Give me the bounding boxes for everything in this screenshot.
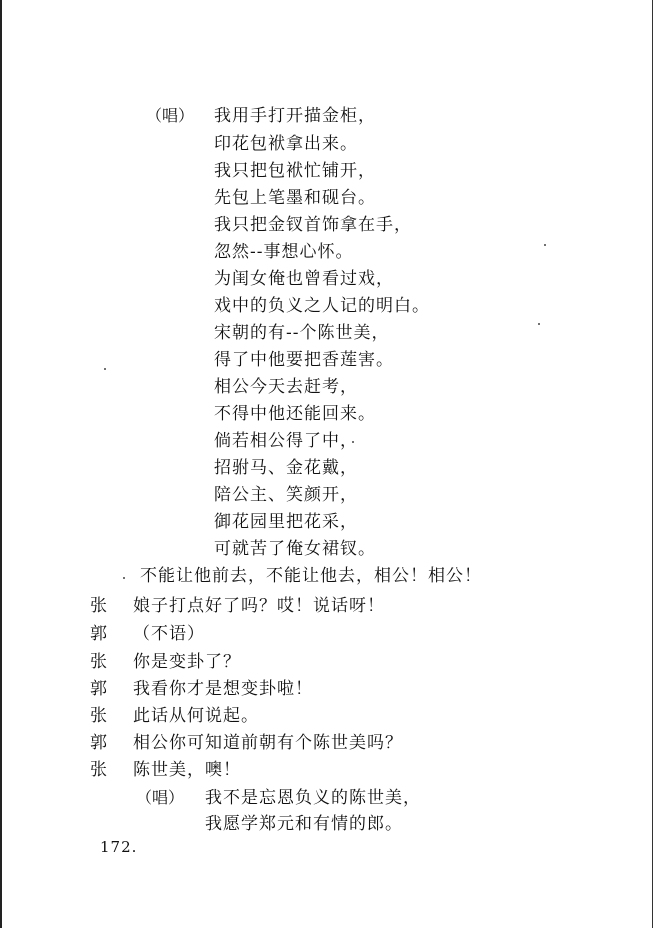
dialogue-text: 你是变卦了？ [133, 652, 241, 672]
lyric-line: 不得中他还能回来。 [214, 404, 376, 424]
speaker-name: 郭 [90, 679, 107, 699]
lyric-line: 我用手打开描金柜， [214, 106, 376, 126]
dialogue-text: 我看你才是想变卦啦！ [133, 679, 313, 699]
lyric-line: 招驸马、金花戴， [214, 458, 358, 478]
dialogue-text: 陈世美，噢！ [133, 760, 241, 780]
scan-speck [104, 368, 106, 370]
lyric-line: 倘若相公得了中， [214, 431, 358, 451]
page-left-edge [0, 0, 2, 928]
lyric-line: 我只把金钗首饰拿在手， [214, 215, 412, 235]
lyric-line: 忽然--事想心怀。 [214, 242, 354, 262]
lyric-line: 相公今天去赶考， [214, 377, 358, 397]
page-number: 172. [100, 838, 138, 856]
scan-speck [544, 244, 546, 246]
lyric-line: 先包上笔墨和砚台。 [214, 188, 376, 208]
dialogue-text: （不语） [133, 624, 205, 644]
lyric-line: 我不是忘恩负义的陈世美， [205, 788, 421, 808]
lyric-line: 戏中的负义之人记的明白。 [214, 296, 430, 316]
speaker-name: 张 [90, 652, 107, 672]
speaker-name: 张 [90, 596, 107, 616]
speaker-name: 张 [90, 760, 107, 780]
dialogue-text: 此话从何说起。 [133, 706, 259, 726]
lyric-line: 我愿学郑元和有情的郎。 [205, 814, 403, 834]
lyric-line: 御花园里把花采， [214, 512, 358, 532]
sing-direction: （唱） [146, 106, 195, 125]
speaker-name: 郭 [90, 733, 107, 753]
lyric-line: 陪公主、笑颜开， [214, 485, 358, 505]
dialogue-text: 相公你可知道前朝有个陈世美吗？ [133, 733, 403, 753]
lyric-line: 宋朝的有--个陈世美， [214, 323, 390, 343]
speaker-name: 郭 [90, 624, 107, 644]
page-right-edge [652, 0, 653, 928]
speaker-name: 张 [90, 706, 107, 726]
scan-speck [123, 577, 125, 579]
lyric-line: 可就苦了俺女裙钗。 [214, 539, 376, 559]
lyric-line: 我只把包袱忙铺开， [214, 161, 376, 181]
scan-speck [538, 323, 540, 325]
lyric-line: 得了中他要把香莲害。 [214, 350, 394, 370]
dialogue-text: 娘子打点好了吗？哎！说话呀！ [133, 596, 385, 616]
sing-direction: （唱） [136, 788, 185, 807]
lyric-line: 为闺女俺也曾看过戏， [214, 269, 394, 289]
lyric-line: 印花包袱拿出来。 [214, 134, 358, 154]
spoken-line: 不能让他前去，不能让他去，相公！相公！ [140, 566, 482, 586]
